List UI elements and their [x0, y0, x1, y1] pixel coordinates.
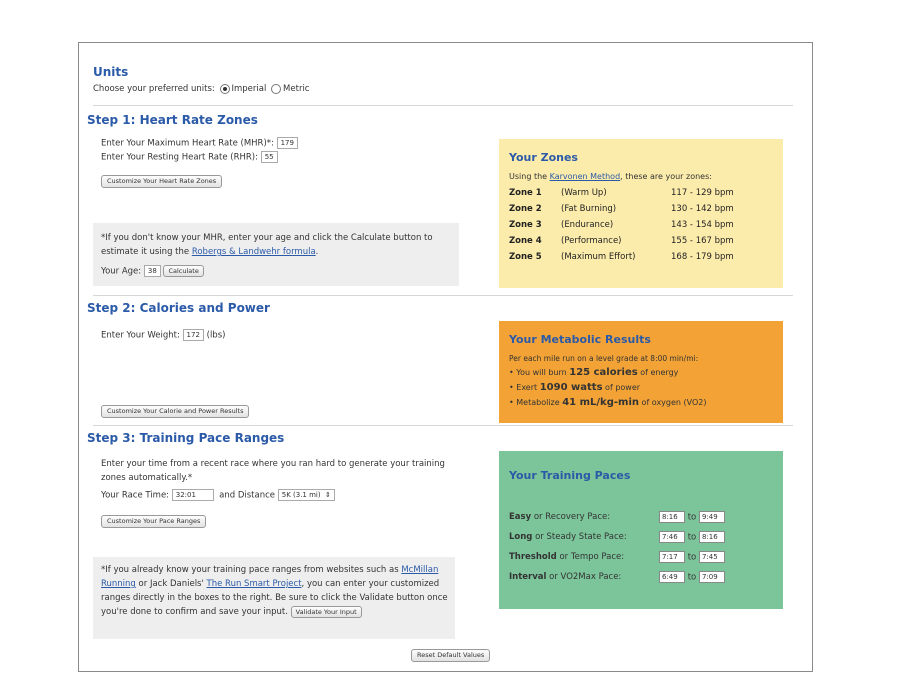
imperial-radio[interactable] — [220, 84, 230, 94]
calories-suffix: of energy — [637, 368, 679, 377]
reset-default-values-button[interactable]: Reset Default Values — [411, 649, 490, 662]
zone-name: (Maximum Effort) — [561, 252, 636, 262]
age-row — [101, 265, 204, 279]
pace-from-input[interactable]: 6:49 — [659, 571, 685, 583]
pace-name: Easy — [509, 512, 532, 522]
distance-select[interactable] — [278, 489, 335, 501]
customize-hr-zones-button[interactable]: Customize Your Heart Rate Zones — [101, 175, 222, 188]
pace-to-label: to — [687, 552, 697, 563]
units-row — [93, 83, 309, 96]
zone-range: 155 - 167 bpm — [671, 236, 734, 246]
oxygen-suffix: of oxygen (VO2) — [639, 398, 707, 407]
oxygen-line — [509, 396, 707, 409]
pace-to-input[interactable]: 9:49 — [699, 511, 725, 523]
zone-row — [509, 219, 759, 232]
training-paces-panel — [499, 451, 783, 609]
metabolic-intro: Per each mile run on a level grade at 8:00 min/mi: — [509, 354, 699, 363]
zone-name: (Endurance) — [561, 220, 614, 230]
pace-row — [509, 551, 779, 564]
calories-line — [509, 366, 678, 379]
pace-desc: or Tempo Pace: — [556, 552, 625, 562]
zones-intro-end: , these are your zones: — [620, 172, 712, 181]
watts-prefix: • Exert — [509, 383, 540, 392]
pace-from-input[interactable]: 7:46 — [659, 531, 685, 543]
weight-input[interactable]: 172 — [183, 329, 204, 341]
metabolic-panel — [499, 321, 783, 423]
rhr-row — [101, 151, 278, 165]
zones-intro — [509, 170, 712, 183]
pace-to-label: to — [687, 512, 697, 523]
calculate-button[interactable]: Calculate — [163, 265, 203, 277]
zone-label: Zone 4 — [509, 236, 542, 246]
zone-row — [509, 251, 759, 264]
calculator-frame — [78, 42, 813, 672]
age-input[interactable]: 38 — [144, 265, 161, 277]
pace-row — [509, 511, 779, 524]
pace-row — [509, 571, 779, 584]
zone-range: 130 - 142 bpm — [671, 204, 734, 214]
zone-label: Zone 1 — [509, 188, 542, 198]
weight-label: Enter Your Weight: — [101, 330, 180, 341]
watts-line — [509, 381, 640, 394]
pace-desc: or Recovery Pace: — [531, 512, 611, 522]
pace-name: Long — [509, 532, 533, 542]
watts-value: 1090 watts — [539, 382, 603, 393]
weight-unit: (lbs) — [206, 330, 226, 341]
pace-desc: or Steady State Pace: — [532, 532, 627, 542]
calories-value: 125 calories — [569, 367, 638, 378]
mcmillan-link[interactable]: McMillan Running — [101, 565, 439, 589]
customize-calorie-power-button[interactable]: Customize Your Calorie and Power Results — [101, 405, 249, 418]
pace-note — [101, 563, 451, 619]
zone-label: Zone 2 — [509, 204, 542, 214]
oxygen-value: 41 mL/kg-min — [562, 397, 639, 408]
pace-to-label: to — [687, 572, 697, 583]
pace-name: Interval — [509, 572, 547, 582]
age-label: Your Age: — [101, 266, 142, 277]
mhr-note-text: *If you don't know your MHR, enter your age and click the Calculate button to estimate it using the — [101, 233, 433, 257]
pace-to-label: to — [687, 532, 697, 543]
zone-row — [509, 187, 759, 200]
zones-title: Your Zones — [509, 151, 578, 164]
divider — [93, 425, 793, 426]
pace-from-input[interactable]: 8:16 — [659, 511, 685, 523]
zones-intro-text: Using the — [509, 172, 550, 181]
metric-label: Metric — [283, 84, 310, 94]
step1-heading: Step 1: Heart Rate Zones — [87, 113, 258, 127]
race-time-label: Your Race Time: — [101, 490, 170, 501]
pace-desc: or VO2Max Pace: — [546, 572, 622, 582]
zone-row — [509, 235, 759, 248]
oxygen-prefix: • Metabolize — [509, 398, 563, 407]
pace-to-input[interactable]: 7:09 — [699, 571, 725, 583]
mhr-note-end: . — [315, 247, 319, 257]
zone-name: (Fat Burning) — [561, 204, 617, 214]
pace-note-text: , you can enter your customized ranges directly in the boxes to the right. Be sure to click the Validate button once you're done to confirm and save your input. — [101, 579, 448, 617]
zone-label: Zone 5 — [509, 252, 542, 262]
rhr-label: Enter Your Resting Heart Rate (RHR): — [101, 152, 258, 163]
mhr-input[interactable]: 179 — [277, 137, 298, 149]
units-heading: Units — [93, 65, 129, 79]
zone-range: 117 - 129 bpm — [671, 188, 734, 198]
select-arrows-icon: ⇕ — [325, 491, 331, 499]
zone-range: 143 - 154 bpm — [671, 220, 734, 230]
pace-to-input[interactable]: 7:45 — [699, 551, 725, 563]
calories-prefix: • You will burn — [509, 368, 570, 377]
race-intro: Enter your time from a recent race where you ran hard to generate your training zones automatically.* — [101, 459, 445, 483]
race-time-input[interactable]: 32:01 — [172, 489, 214, 501]
mhr-row — [101, 137, 298, 151]
divider — [93, 295, 793, 296]
zone-label: Zone 3 — [509, 220, 542, 230]
robergs-link[interactable]: Robergs & Landwehr formula — [191, 247, 316, 257]
zone-name: (Warm Up) — [561, 188, 607, 198]
watts-suffix: of power — [602, 383, 641, 392]
mhr-label: Enter Your Maximum Heart Rate (MHR)*: — [101, 138, 274, 149]
mhr-note — [101, 231, 451, 259]
imperial-label: Imperial — [231, 84, 267, 94]
zone-range: 168 - 179 bpm — [671, 252, 734, 262]
distance-label: and Distance — [219, 490, 276, 501]
distance-value: 5K (3.1 mi) — [281, 491, 321, 499]
pace-note-text: or Jack Daniels' — [135, 579, 207, 589]
race-row — [101, 489, 335, 503]
zone-row — [509, 203, 759, 216]
step2-heading: Step 2: Calories and Power — [87, 301, 270, 315]
karvonen-link[interactable]: Karvonen Method — [549, 172, 621, 181]
units-prompt: Choose your preferred units: — [93, 84, 215, 94]
paces-title: Your Training Paces — [509, 469, 631, 482]
pace-from-input[interactable]: 7:17 — [659, 551, 685, 563]
customize-pace-ranges-button[interactable]: Customize Your Pace Ranges — [101, 515, 206, 528]
zone-name: (Performance) — [561, 236, 622, 246]
divider — [93, 105, 793, 106]
metabolic-title: Your Metabolic Results — [509, 333, 651, 346]
run-smart-link[interactable]: The Run Smart Project — [206, 579, 302, 589]
rhr-input[interactable]: 55 — [261, 151, 278, 163]
pace-name: Threshold — [509, 552, 557, 562]
zones-panel — [499, 139, 783, 288]
pace-note-text: *If you already know your training pace ranges from websites such as — [101, 565, 402, 575]
step3-heading: Step 3: Training Pace Ranges — [87, 431, 285, 445]
pace-to-input[interactable]: 8:16 — [699, 531, 725, 543]
validate-input-button[interactable]: Validate Your Input — [291, 606, 362, 618]
weight-row — [101, 329, 225, 343]
metric-radio[interactable] — [271, 84, 281, 94]
pace-row — [509, 531, 779, 544]
